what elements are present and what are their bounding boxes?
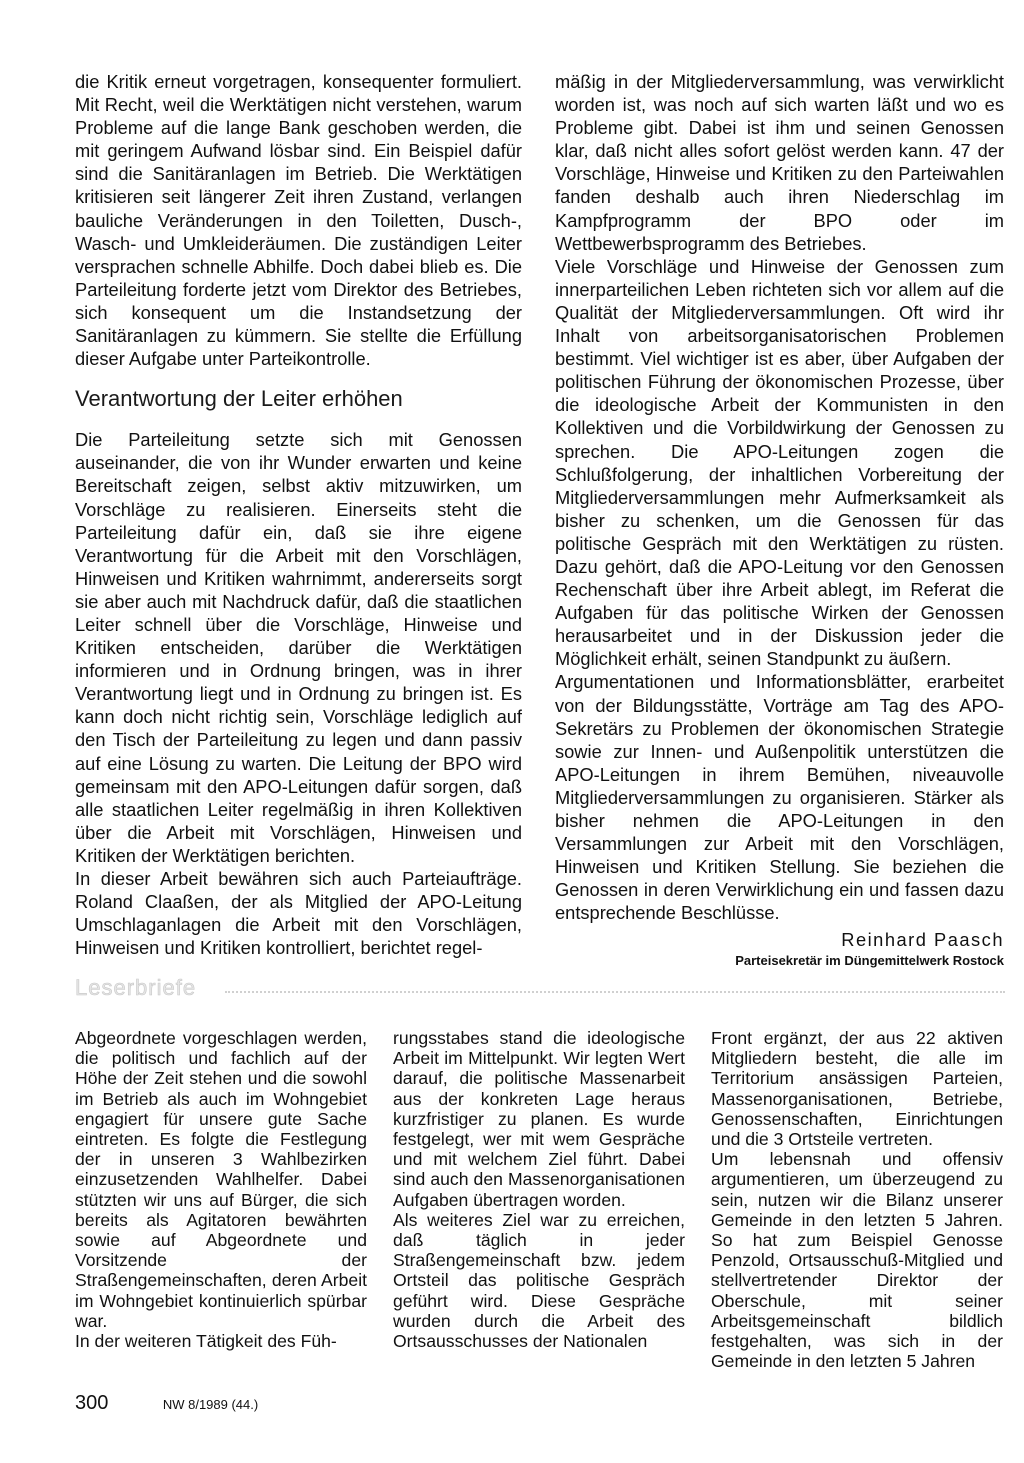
section-divider <box>225 991 1005 993</box>
letters-section-header <box>75 975 1005 1005</box>
article-paragraph: Viele Vorschläge und Hinweise der Genossen zum innerparteilichen Leben richteten sich vor allem auf die Qualität der Mitgliederversammlungen. Oft wird ihr Inhalt von arbeitsorganisatorischen Problemen bestimmt. Viel wichtiger ist es aber, über Aufgaben der politischen Führung der ökonomischen Prozesse, über die ideologische Arbeit der Kommunisten in den Kollektiven und die Vorbildwirkung der Genossen zu sprechen. Die APO-Leitungen zogen die Schlußfolgerung, der inhaltlichen Vorbereitung der Mitgliederversammlungen mehr Aufmerksamkeit als bisher zu schenken, um die Genossen für das politische Gespräch mit den Werktätigen zu rüsten. Dazu gehört, daß die APO-Leitung vor den Genossen Rechenschaft über ihre Arbeit ablegt, im Referat die Aufgaben für das politische Wirken der Genossen herausarbeitet und in der Diskussion jeder die Möglichkeit erhält, seinen Standpunkt zu äußern. <box>555 255 1004 670</box>
author-name: Reinhard Paasch <box>841 929 1004 951</box>
letter-paragraph: Um lebensnah und offensiv argumentieren, um überzeugend zu sein, nutzen wir die Bilanz unserer Gemeinde in den letzten 5 Jahren. So hat zum Beispiel Genosse Penzold, Ortsausschuß-Mitglied und stellvertretender Direktor der Oberschule, mit seiner Arbeitsgemeinschaft bildlich festgehalten, was sich in der Gemeinde in den letzten 5 Jahren <box>711 1149 1003 1372</box>
letters-column-1 <box>75 1028 367 1351</box>
letters-column-3 <box>711 1028 1003 1371</box>
article-subheading: Verantwortung der Leiter erhöhen <box>75 386 403 412</box>
journal-reference: NW 8/1989 (44.) <box>162 1397 259 1412</box>
article-paragraph: In dieser Arbeit bewähren sich auch Parteiaufträge. Roland Claaßen, der als Mitglied der APO-Leitung Umschlaganlagen die Arbeit mit den Vorschlägen, Hinweisen und Kritiken kontrolliert, berichtet regel- <box>75 868 522 959</box>
letter-paragraph: In der weiteren Tätigkeit des Füh- <box>75 1331 337 1352</box>
page-number: 300 <box>75 1392 109 1414</box>
article-paragraph: Argumentationen und Informationsblätter, erarbeitet von der Bildungsstätte, Vorträge am Tag des APO-Sekretärs zu Problemen der ökonomischen Strategie sowie zur Innen- und Außenpolitik unterstützen die APO-Leitungen in ihrem Bemühen, niveauvolle Mitgliederversammlungen zu organisieren. Stärker als bisher nehmen die APO-Leitungen in den Versammlungen zur Arbeit mit den Vorschlägen, Hinweisen und Kritiken Stellung. Sie beziehen die Genossen in deren Verwirklichung ein und fassen dazu entsprechende Beschlüsse. <box>555 671 1004 924</box>
article-paragraph: mäßig in der Mitgliederversammlung, was verwirklicht worden ist, was noch auf sich warten läßt und wo es Probleme gibt. Dabei ist ihm und seinen Genossen klar, daß nicht alles sofort gelöst werden kann. 47 der Vorschläge, Hinweise und Kritiken zu den Parteiwahlen fanden deshalb auch ihren Niederschlag im Kampfprogramm der BPO oder im Wettbewerbsprogramm des Betriebes. <box>555 71 1004 254</box>
letter-paragraph: rungsstabes stand die ideologische Arbeit im Mittelpunkt. Wir legten Wert darauf, die politische Massenarbeit aus der konkreten Lage heraus kurzfristiger zu planen. Es wurde festgelegt, wer mit wem Gespräche und mit welchem Ziel führt. Dabei sind auch den Massenorganisationen Aufgaben übertragen worden. <box>393 1028 685 1210</box>
page-footer <box>75 1392 258 1422</box>
letter-paragraph: Als weiteres Ziel war zu erreichen, daß täglich in jeder Straßengemeinschaft bzw. jedem Ortsteil das politische Gespräch geführt wird. Diese Gespräche wurden durch die Arbeit des Ortsausschusses der Nationalen <box>393 1209 685 1352</box>
author-role: Parteisekretär im Düngemittelwerk Rostock <box>735 952 1004 968</box>
article-column-1 <box>75 70 522 959</box>
letter-paragraph: Abgeordnete vorgeschlagen werden, die politisch und fachlich auf der Höhe der Zeit stehen und die sowohl im Betrieb als auch im Wohngebiet engagiert für unsere gute Sache eintreten. Es folgte die Festlegung der in unseren 3 Wahlbezirken einzusetzenden Wahlhelfer. Dabei stützten wir uns auf Bürger, die sich bereits als Agitatoren bewährten sowie auf Abgeordnete und Vorsitzende der Straßengemeinschaften, deren Arbeit im Wohngebiet kontinuierlich spürbar war. <box>75 1028 367 1331</box>
article-paragraph: Die Parteileitung setzte sich mit Genossen auseinander, die von ihr Wunder erwarten und keine Bereitschaft zeigen, selbst aktiv mitzuwirken, um Vorschläge zu realisieren. Einerseits steht die Parteileitung dafür ein, daß sie ihre eigene Verantwortung für die Arbeit mit den Vorschlägen, Hinweisen und Kritiken wahrnimmt, andererseits sorgt sie aber auch mit Nachdruck dafür, daß die staatlichen Leiter schnell über die Vorschläge, Hinweise und Kritiken entscheiden, darüber die Werktätigen informieren und in Ordnung bringen, was in ihrer Verantwortung liegt und in Ordnung zu bringen ist. Es kann doch nicht richtig sein, Vorschläge lediglich auf den Tisch der Parteileitung zu legen und dann passiv auf eine Lösung zu warten. Die Leitung der BPO wird gemeinsam mit den APO-Leitungen dafür sorgen, daß alle staatlichen Leiter regelmäßig in ihren Kollektiven über die Arbeit mit Vorschlägen, Hinweisen und Kritiken der Werktätigen berichten. <box>75 429 522 866</box>
letters-column-2 <box>393 1028 685 1351</box>
article-column-2 <box>555 70 1004 970</box>
letters-section-title: Leserbriefe <box>75 975 197 1000</box>
article-paragraph: die Kritik erneut vorgetragen, konsequenter formuliert. Mit Recht, weil die Werktätigen nicht verstehen, warum Probleme auf die lange Bank geschoben werden, die mit geringem Aufwand lösbar sind. Ein Beispiel dafür sind die Sanitäranlagen im Betrieb. Die Werktätigen kritisieren seit längerer Zeit ihren Zustand, verlangen bauliche Veränderungen in den Toiletten, Dusch-, Wasch- und Umkleideräumen. Die zuständigen Leiter versprachen schnelle Abhilfe. Doch dabei blieb es. Die Parteileitung forderte jetzt vom Direktor des Betriebes, sich konsequent um die Instandsetzung der Sanitäranlagen zu kümmern. Sie stellte die Erfüllung dieser Aufgabe unter Parteikontrolle. <box>75 71 522 370</box>
letter-paragraph: Front ergänzt, der aus 22 aktiven Mitgliedern besteht, die alle im Territorium ansässigen Parteien, Massenorganisationen, Betriebe, Genossenschaften, Einrichtungen und die 3 Ortsteile vertreten. <box>711 1028 1003 1150</box>
